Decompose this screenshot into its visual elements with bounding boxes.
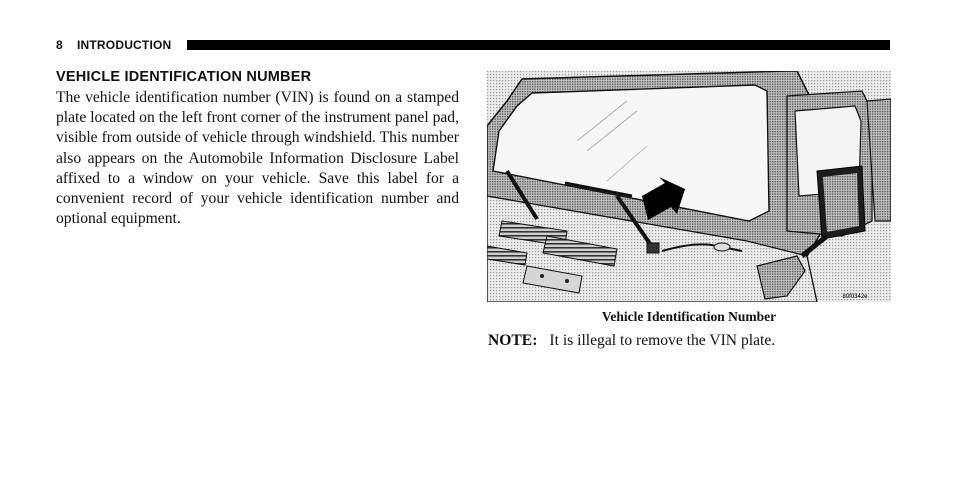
vehicle-windshield-drawing [487, 71, 891, 302]
header-rule [187, 40, 890, 50]
page-header [56, 38, 890, 52]
body-paragraph: The vehicle identification number (VIN) is found on a stamped plate located on the left front corner of the instrument panel pad, visible from outside of vehicle through windshield. This number also appears on the Automobile Information Disclosure Label affixed to a window on your vehicle. Save this label for a convenient record of your vehicle identification number and optional equipment. [56, 89, 459, 228]
figure-code: 80f0342e [842, 294, 868, 300]
section-heading: VEHICLE IDENTIFICATION NUMBER [56, 69, 312, 85]
vin-illustration [487, 71, 891, 302]
section-title: INTRODUCTION [77, 38, 172, 52]
note-label: NOTE: [488, 332, 538, 349]
note-text: It is illegal to remove the VIN plate. [549, 332, 776, 349]
note [488, 331, 892, 351]
figure-caption: Vehicle Identification Number [601, 309, 777, 324]
page-number: 8 [56, 38, 63, 52]
